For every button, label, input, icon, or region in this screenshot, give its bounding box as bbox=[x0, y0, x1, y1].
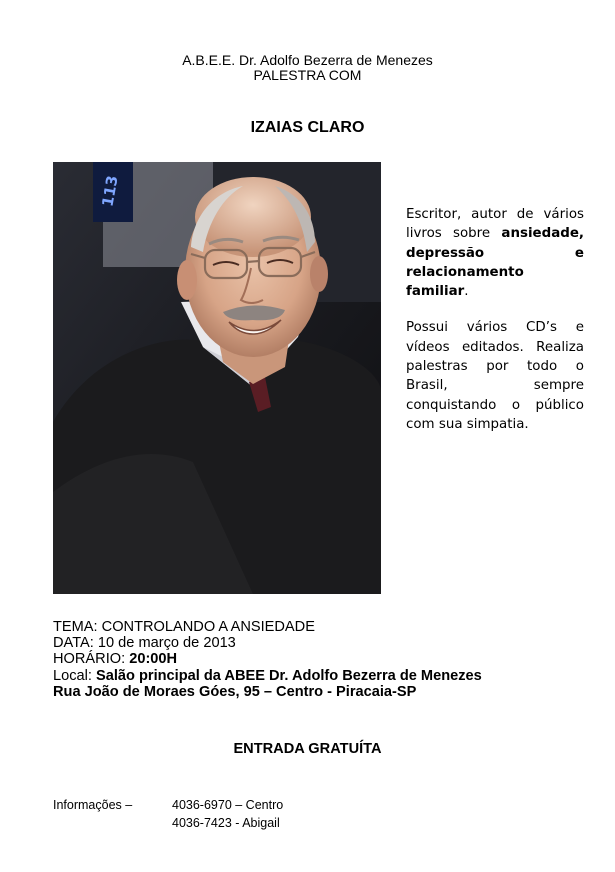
speaker-bio bbox=[406, 205, 584, 434]
location-value: Salão principal da ABEE Dr. Adolfo Bezerra de Menezes bbox=[96, 667, 482, 684]
organization-name: A.B.E.E. Dr. Adolfo Bezerra de Menezes bbox=[182, 52, 433, 68]
location-label: Local: bbox=[53, 667, 96, 684]
bio-paragraph-2: Possui vários CD’s e vídeos editados. Realiza palestras por todo o Brasil, sempre conquistando o público com sua simpatia. bbox=[406, 320, 584, 432]
date-value: 10 de março de 2013 bbox=[97, 635, 236, 652]
location-line bbox=[53, 668, 482, 684]
free-entry-notice: ENTRADA GRATUÍTA bbox=[233, 741, 382, 757]
time-line bbox=[53, 651, 482, 667]
contact-label: Informações – bbox=[53, 798, 133, 812]
phone-centro: 4036-6970 – Centro bbox=[172, 798, 284, 812]
badge-text: 113 bbox=[98, 174, 122, 209]
lecture-subtitle: PALESTRA COM bbox=[253, 67, 362, 83]
date-label: DATA: bbox=[53, 635, 98, 652]
speaker-photo bbox=[53, 162, 381, 594]
event-details bbox=[53, 619, 482, 700]
bio-paragraph-1 bbox=[406, 205, 584, 301]
speaker-name: IZAIAS CLARO bbox=[250, 119, 365, 136]
date-line bbox=[53, 635, 482, 651]
phone-abigail: 4036-7423 - Abigail bbox=[172, 816, 280, 830]
contact-info bbox=[53, 796, 283, 832]
theme-value: CONTROLANDO A ANSIEDADE bbox=[101, 619, 315, 635]
address-value: Rua João de Moraes Góes, 95 – Centro - Piracaia-SP bbox=[53, 683, 417, 700]
time-value: 20:00H bbox=[129, 651, 178, 668]
address-line bbox=[53, 684, 482, 700]
bio-text: Escritor, autor de vários livros sobre bbox=[406, 207, 584, 242]
theme-line bbox=[53, 619, 482, 635]
bio-topics: ansiedade, depressão e relacionamento familiar bbox=[406, 226, 584, 300]
bio-period: . bbox=[464, 284, 469, 300]
time-label: HORÁRIO: bbox=[53, 651, 130, 668]
theme-label: TEMA: bbox=[53, 619, 102, 635]
